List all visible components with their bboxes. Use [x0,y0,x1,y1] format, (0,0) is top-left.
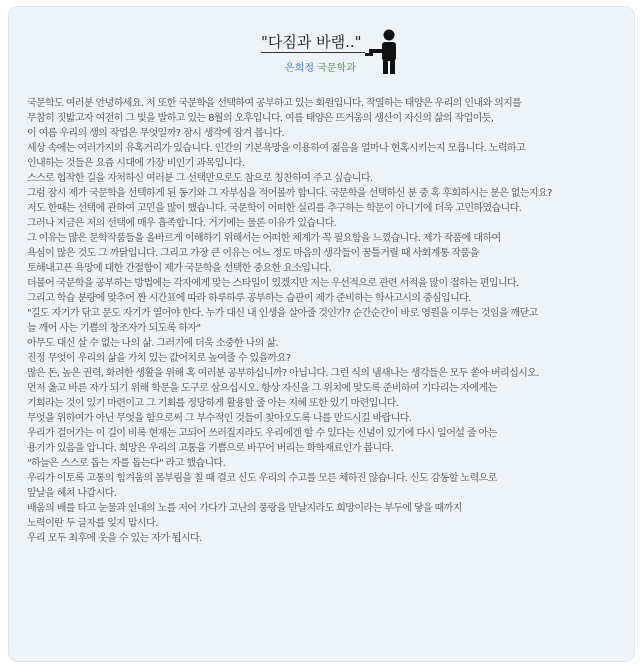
body-line: 그 이유는 많은 문학작품들을 올바르게 이해하기 위해서는 어떠한 체계가 꼭 필요함을 느꼈습니다. 제가 작품에 대하여 [27,233,501,244]
author-line [285,59,356,74]
body-line: 스스로 험작한 길을 자처하신 여러분 그 선택만으로도 참으로 칭찬하여 주고 싶습니다. [27,173,373,184]
body-line: 우리가 걸어가는 이 길이 비록 현재는 고되어 쓰러질지라도 우리에겐 할 수 있다는 신념이 있기에 다시 일어설 줄 아는 [27,428,497,439]
body-line: 우리 모두 최후에 웃을 수 있는 자가 됩시다. [27,533,202,544]
article-card [8,6,635,662]
body-line: 토해내고픈 욕망에 대한 간절함이 제가 국문학을 선택한 중요한 요소입니다. [27,263,332,274]
body-line: 노력이란 두 글자를 잊지 맙시다. [27,518,158,529]
article-title: "다짐과 바램.." [261,33,362,51]
body-line: 늘 깨어 사는 기쁨의 창조자가 되도록 하자" [27,323,201,334]
body-line: 먼저 옳고 바른 자가 되기 위해 학문을 도구로 삼으십시오. 항상 자신을 그 위치에 맞도록 준비하여 기다리는 자에게는 [27,383,497,394]
body-line: 국문학도 여러분 안녕하세요. 저 또한 국문학을 선택하여 공부하고 있는 회원입니다. 작열하는 태양은 우리의 인내와 의지를 [27,98,522,109]
body-line: 세상 속에는 여러가지의 유혹거리가 있습니다. 인간의 기본욕망을 이용하여 젊음을 얼마나 현혹시키는지 모릅니다. 노력하고 [27,143,526,154]
body-line: 무참히 짓밟고자 여전히 그 빛을 발하고 있는 8월의 오후입니다. 여름 태양은 뜨거움의 생산이 자신의 삶의 작업이듯, [27,113,494,124]
body-line: 더불어 국문학을 공부하는 방법에는 각자에게 맞는 스타일이 있겠지만 저는 우선적으로 관련 서적을 많이 접하는 편입니다. [27,278,519,289]
body-line: "길도 자기가 닦고 문도 자기가 열어야 한다. 누가 대신 내 인생을 살아줄 것인가? 순간순간이 바로 영원을 이루는 것임을 깨닫고 [27,308,538,319]
body-line: 이 여름 우리의 생의 작업은 무엇일까? 잠시 생각에 잠겨 봅니다. [27,128,284,139]
body-line: 아무도 대신 살 수 없는 나의 삶. 그러기에 더욱 소중한 나의 삶. [27,338,278,349]
body-line: 용기가 있음을 압니다. 희망은 우리의 고통을 기쁨으로 바꾸어 버리는 화학재료인가 봅니다. [27,443,394,454]
body-line: 그리고 학습 분량에 맞추어 짠 시간표에 따라 하루하루 공부하는 습관이 제가 준비하는 학사고시의 중심입니다. [27,293,471,304]
body-line: 저도 한때는 선택에 관하여 고민을 많이 했습니다. 국문학이 어떠한 실리를 추구하는 학문이 아니기에 더욱 고민하였습니다. [27,203,522,214]
author-name: 은희정 [285,63,314,74]
body-line: 진정 무엇이 우리의 삶을 가치 있는 값어치로 높여줄 수 있을까요? [27,353,291,364]
author-department: 국문학과 [317,63,356,74]
body-line: 인내하는 것들은 요즘 시대에 가장 비인기 과목입니다. [27,158,245,169]
body-line: 무엇을 위하여가 아닌 무엇을 함으로써 그 부수적인 것들이 찾아오도록 나를 만드시길 바랍니다. [27,413,412,424]
body-line: 욕심이 많은 것도 그 까닭입니다. 그리고 가장 큰 이유는 어느 정도 마음의 생각들이 꿈틀거릴 때 사회계통 작품을 [27,248,479,259]
body-line: 많은 돈, 높은 권력, 화려한 생활을 위해 혹 여러분 공부하십니까? 아닙니다. 그런 식의 냄새나는 생각들은 모두 쏟아 버리십시오. [27,368,539,379]
person-at-podium-icon [363,29,403,75]
body-line: 배움의 배를 타고 눈물과 인내의 노를 저어 가다가 고난의 풍랑을 만날지라도 희망이라는 부두에 닿을 때까지 [27,503,462,514]
body-line: "하늘은 스스로 돕는 자를 돕는다" 라고 했습니다. [27,458,226,469]
body-line: 우리가 이토록 고통의 힘겨움의 몸부림을 칠 때 결코 신도 우리의 수고를 모른 체하진 않습니다. 신도 감동할 노력으로 [27,473,497,484]
article-body [27,96,627,546]
body-line: 그러나 지금은 저의 선택에 매우 흡족합니다. 거기에는 물론 이유가 있습니다. [27,218,337,229]
article-header [9,7,634,93]
body-line: 그럼 잠시 제가 국문학을 선택하게 된 동기와 그 자부심을 적어볼까 합니다. 국문학을 선택하신 분 중 혹 후회하시는 분은 없는지요? [27,188,552,199]
title-underline [261,52,365,53]
body-line: 기회라는 것이 있기 마련이고 그 기회를 정당하게 활용할 줄 아는 지혜 또한 있기 마련입니다. [27,398,399,409]
body-line: 앞날을 헤쳐 나갑시다. [27,488,117,499]
